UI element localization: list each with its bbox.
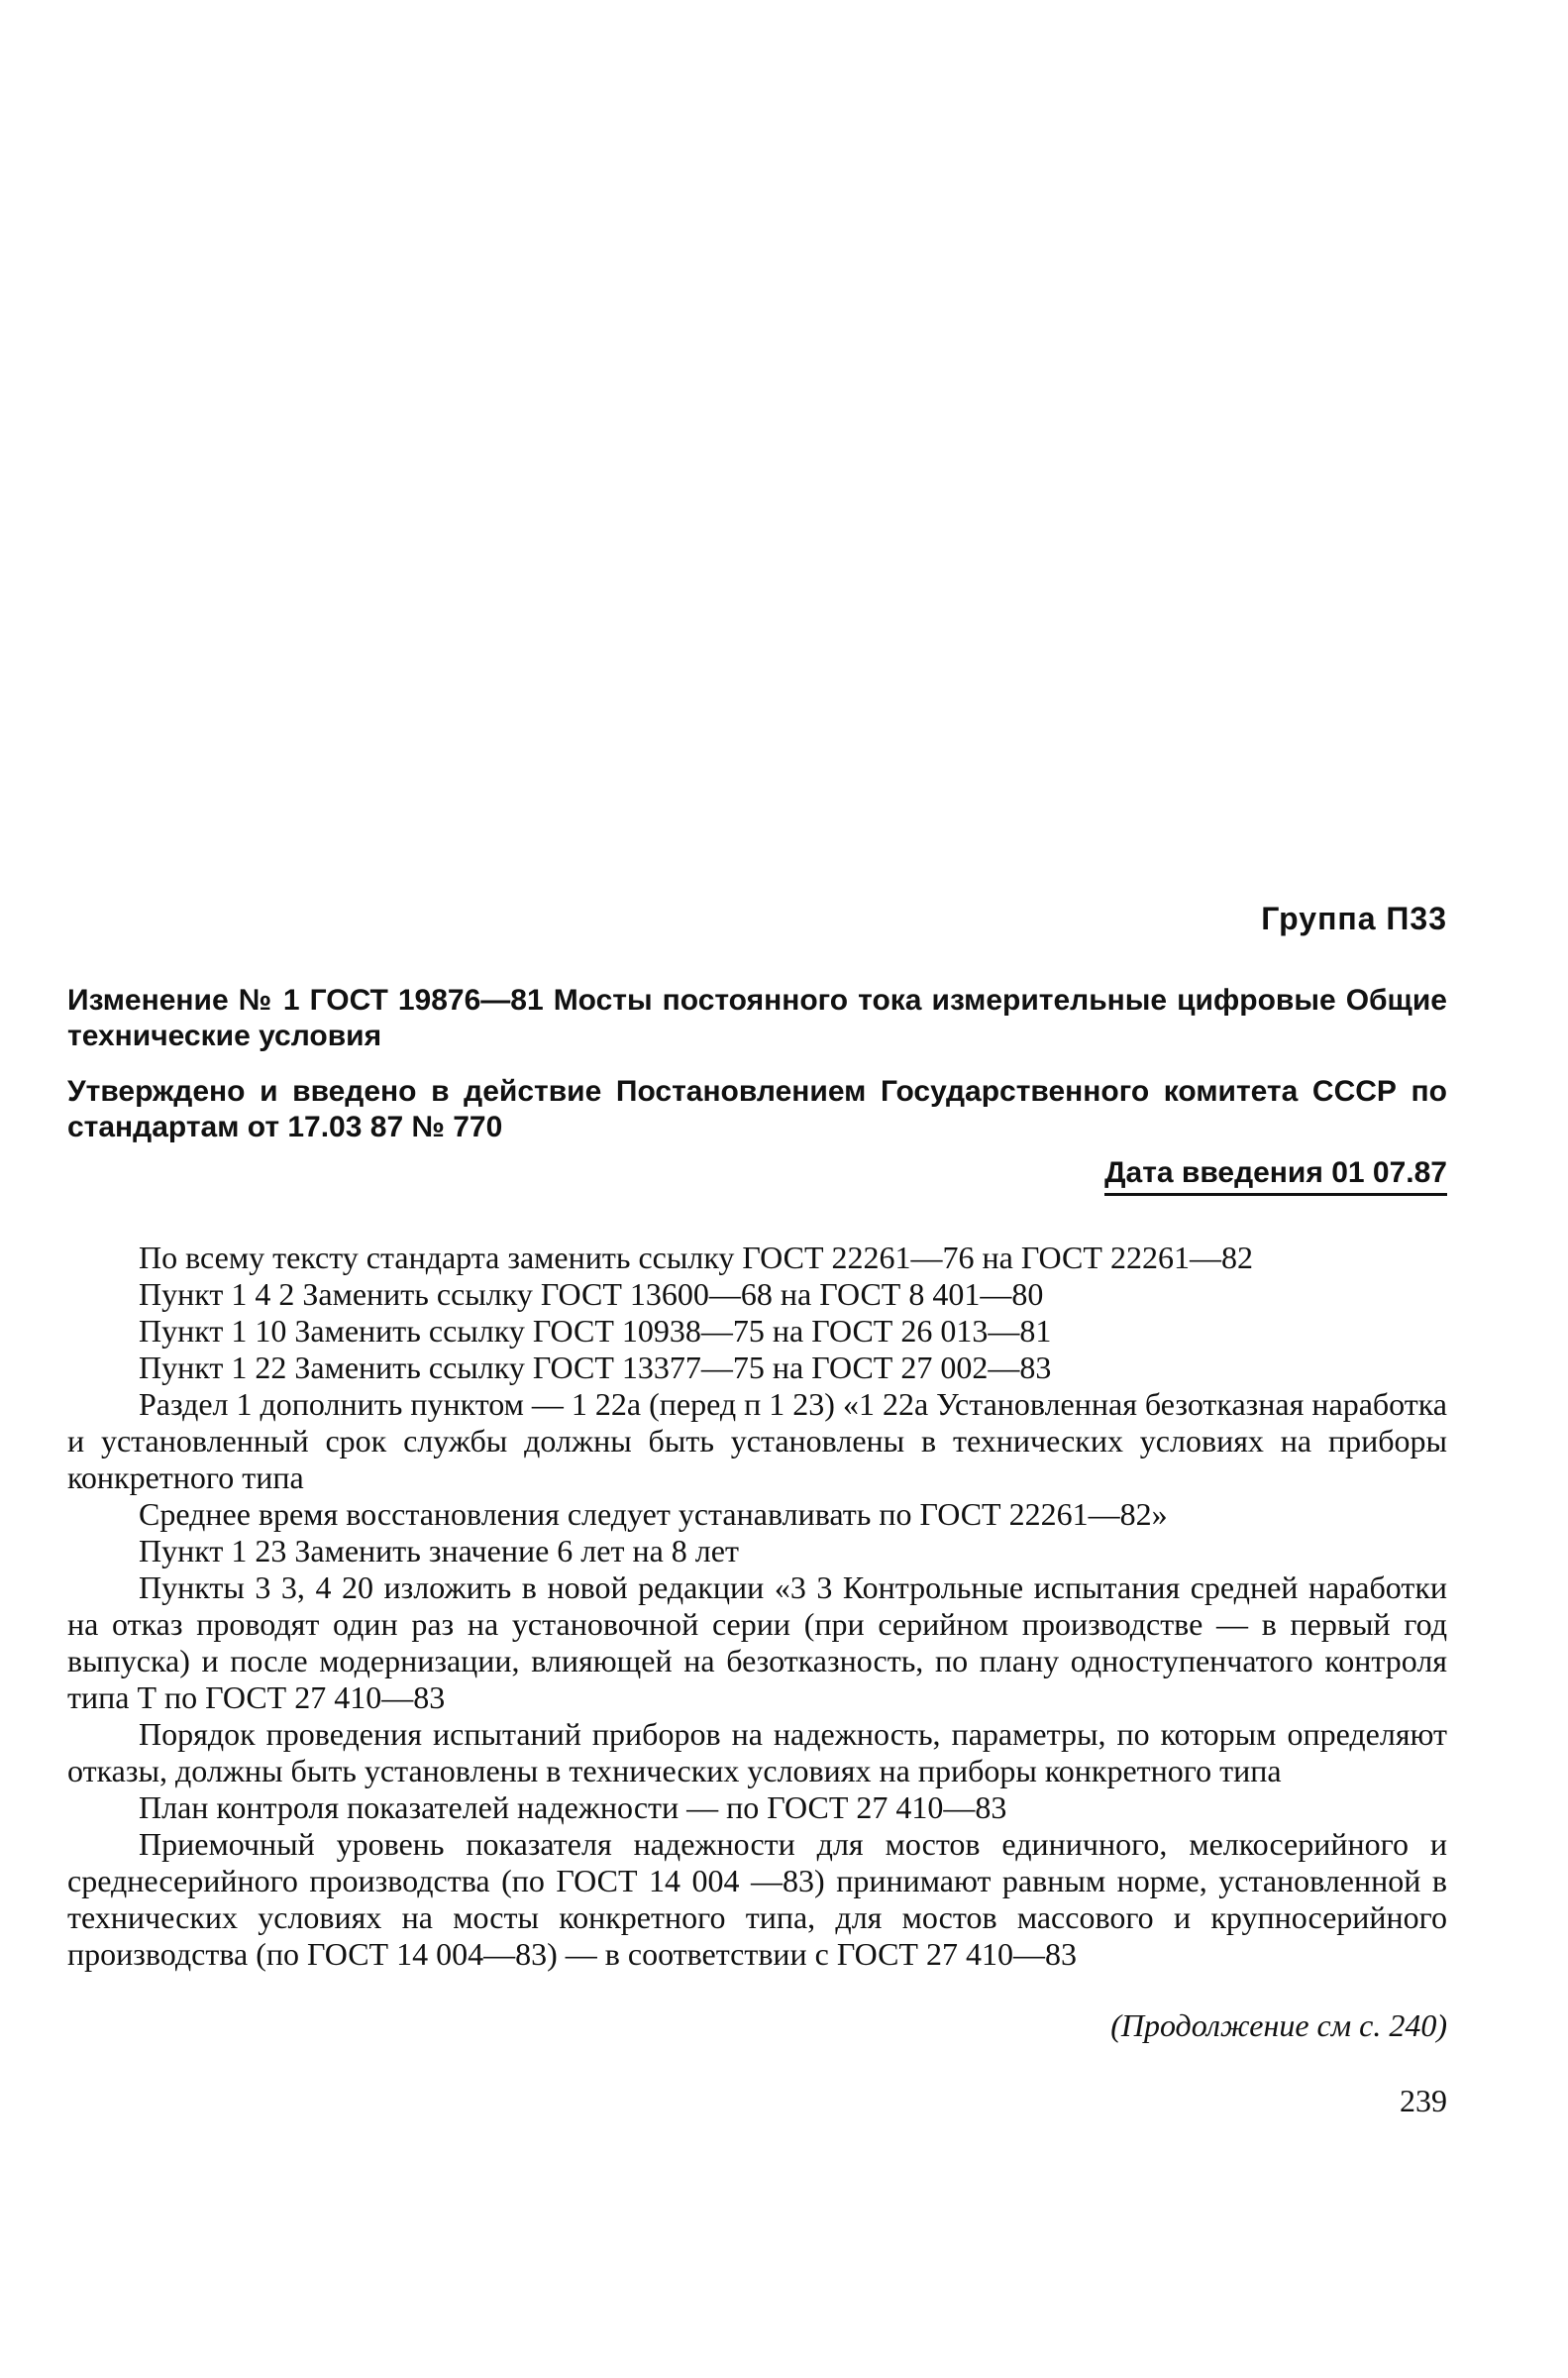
effective-date: Дата введения 01 07.87	[1104, 1155, 1447, 1196]
body-paragraph: Пункт 1 4 2 Заменить ссылку ГОСТ 13600—68 на ГОСТ 8 401—80	[139, 1276, 1044, 1312]
body-paragraph: Среднее время восстановления следует устанавливать по ГОСТ 22261—82»	[139, 1496, 1168, 1532]
body-paragraph: Порядок проведения испытаний приборов на надежность, параметры, по которым определяют отказы, должны быть установлены в технических условиях на приборы конкретного типа	[67, 1716, 1447, 1788]
page-number: 239	[1400, 2083, 1447, 2118]
body-paragraph: Раздел 1 дополнить пунктом — 1 22а (перед п 1 23) «1 22а Установленная безотказная наработка и установленный срок службы должны быть установлены в технических условиях на приборы конкретного типа	[67, 1386, 1447, 1495]
effective-date-line	[67, 1155, 1447, 1196]
approval-statement: Утверждено и введено в действие Постановлением Государственного комитета СССР по стандартам от 17.03 87 № 770	[67, 1075, 1447, 1143]
body-paragraph: Пункт 1 23 Заменить значение 6 лет на 8 лет	[139, 1533, 739, 1568]
body-paragraph: Пункты 3 3, 4 20 изложить в новой редакции «3 3 Контрольные испытания средней наработки на отказ проводят один раз на установочной серии (при серийном производстве — в первый год выпуска) и после модернизации, влияющей на безотказность, по плану одноступенчатого контроля типа Т по ГОСТ 27 410—83	[67, 1569, 1447, 1715]
amendment-body	[67, 1240, 1447, 1973]
group-label: Группа П33	[1261, 901, 1447, 936]
body-paragraph: Пункт 1 10 Заменить ссылку ГОСТ 10938—75 на ГОСТ 26 013—81	[139, 1313, 1052, 1349]
body-paragraph: По всему тексту стандарта заменить ссылку ГОСТ 22261—76 на ГОСТ 22261—82	[139, 1240, 1253, 1275]
amendment-title: Изменение № 1 ГОСТ 19876—81 Мосты постоянного тока измерительные цифровые Общие технические условия	[67, 984, 1447, 1052]
body-paragraph: Приемочный уровень показателя надежности для мостов единичного, мелкосерийного и среднесерийного производства (по ГОСТ 14 004 —83) принимают равным норме, установленной в технических условиях на мосты конкретного типа, для мостов массового и крупносерийного производства (по ГОСТ 14 004—83) — в соответствии с ГОСТ 27 410—83	[67, 1826, 1447, 1972]
body-paragraph: Пункт 1 22 Заменить ссылку ГОСТ 13377—75 на ГОСТ 27 002—83	[139, 1350, 1052, 1385]
body-paragraph: План контроля показателей надежности — по ГОСТ 27 410—83	[139, 1789, 1007, 1825]
document-page	[67, 900, 1447, 2119]
continuation-note: (Продолжение см с. 240)	[1110, 2007, 1447, 2043]
